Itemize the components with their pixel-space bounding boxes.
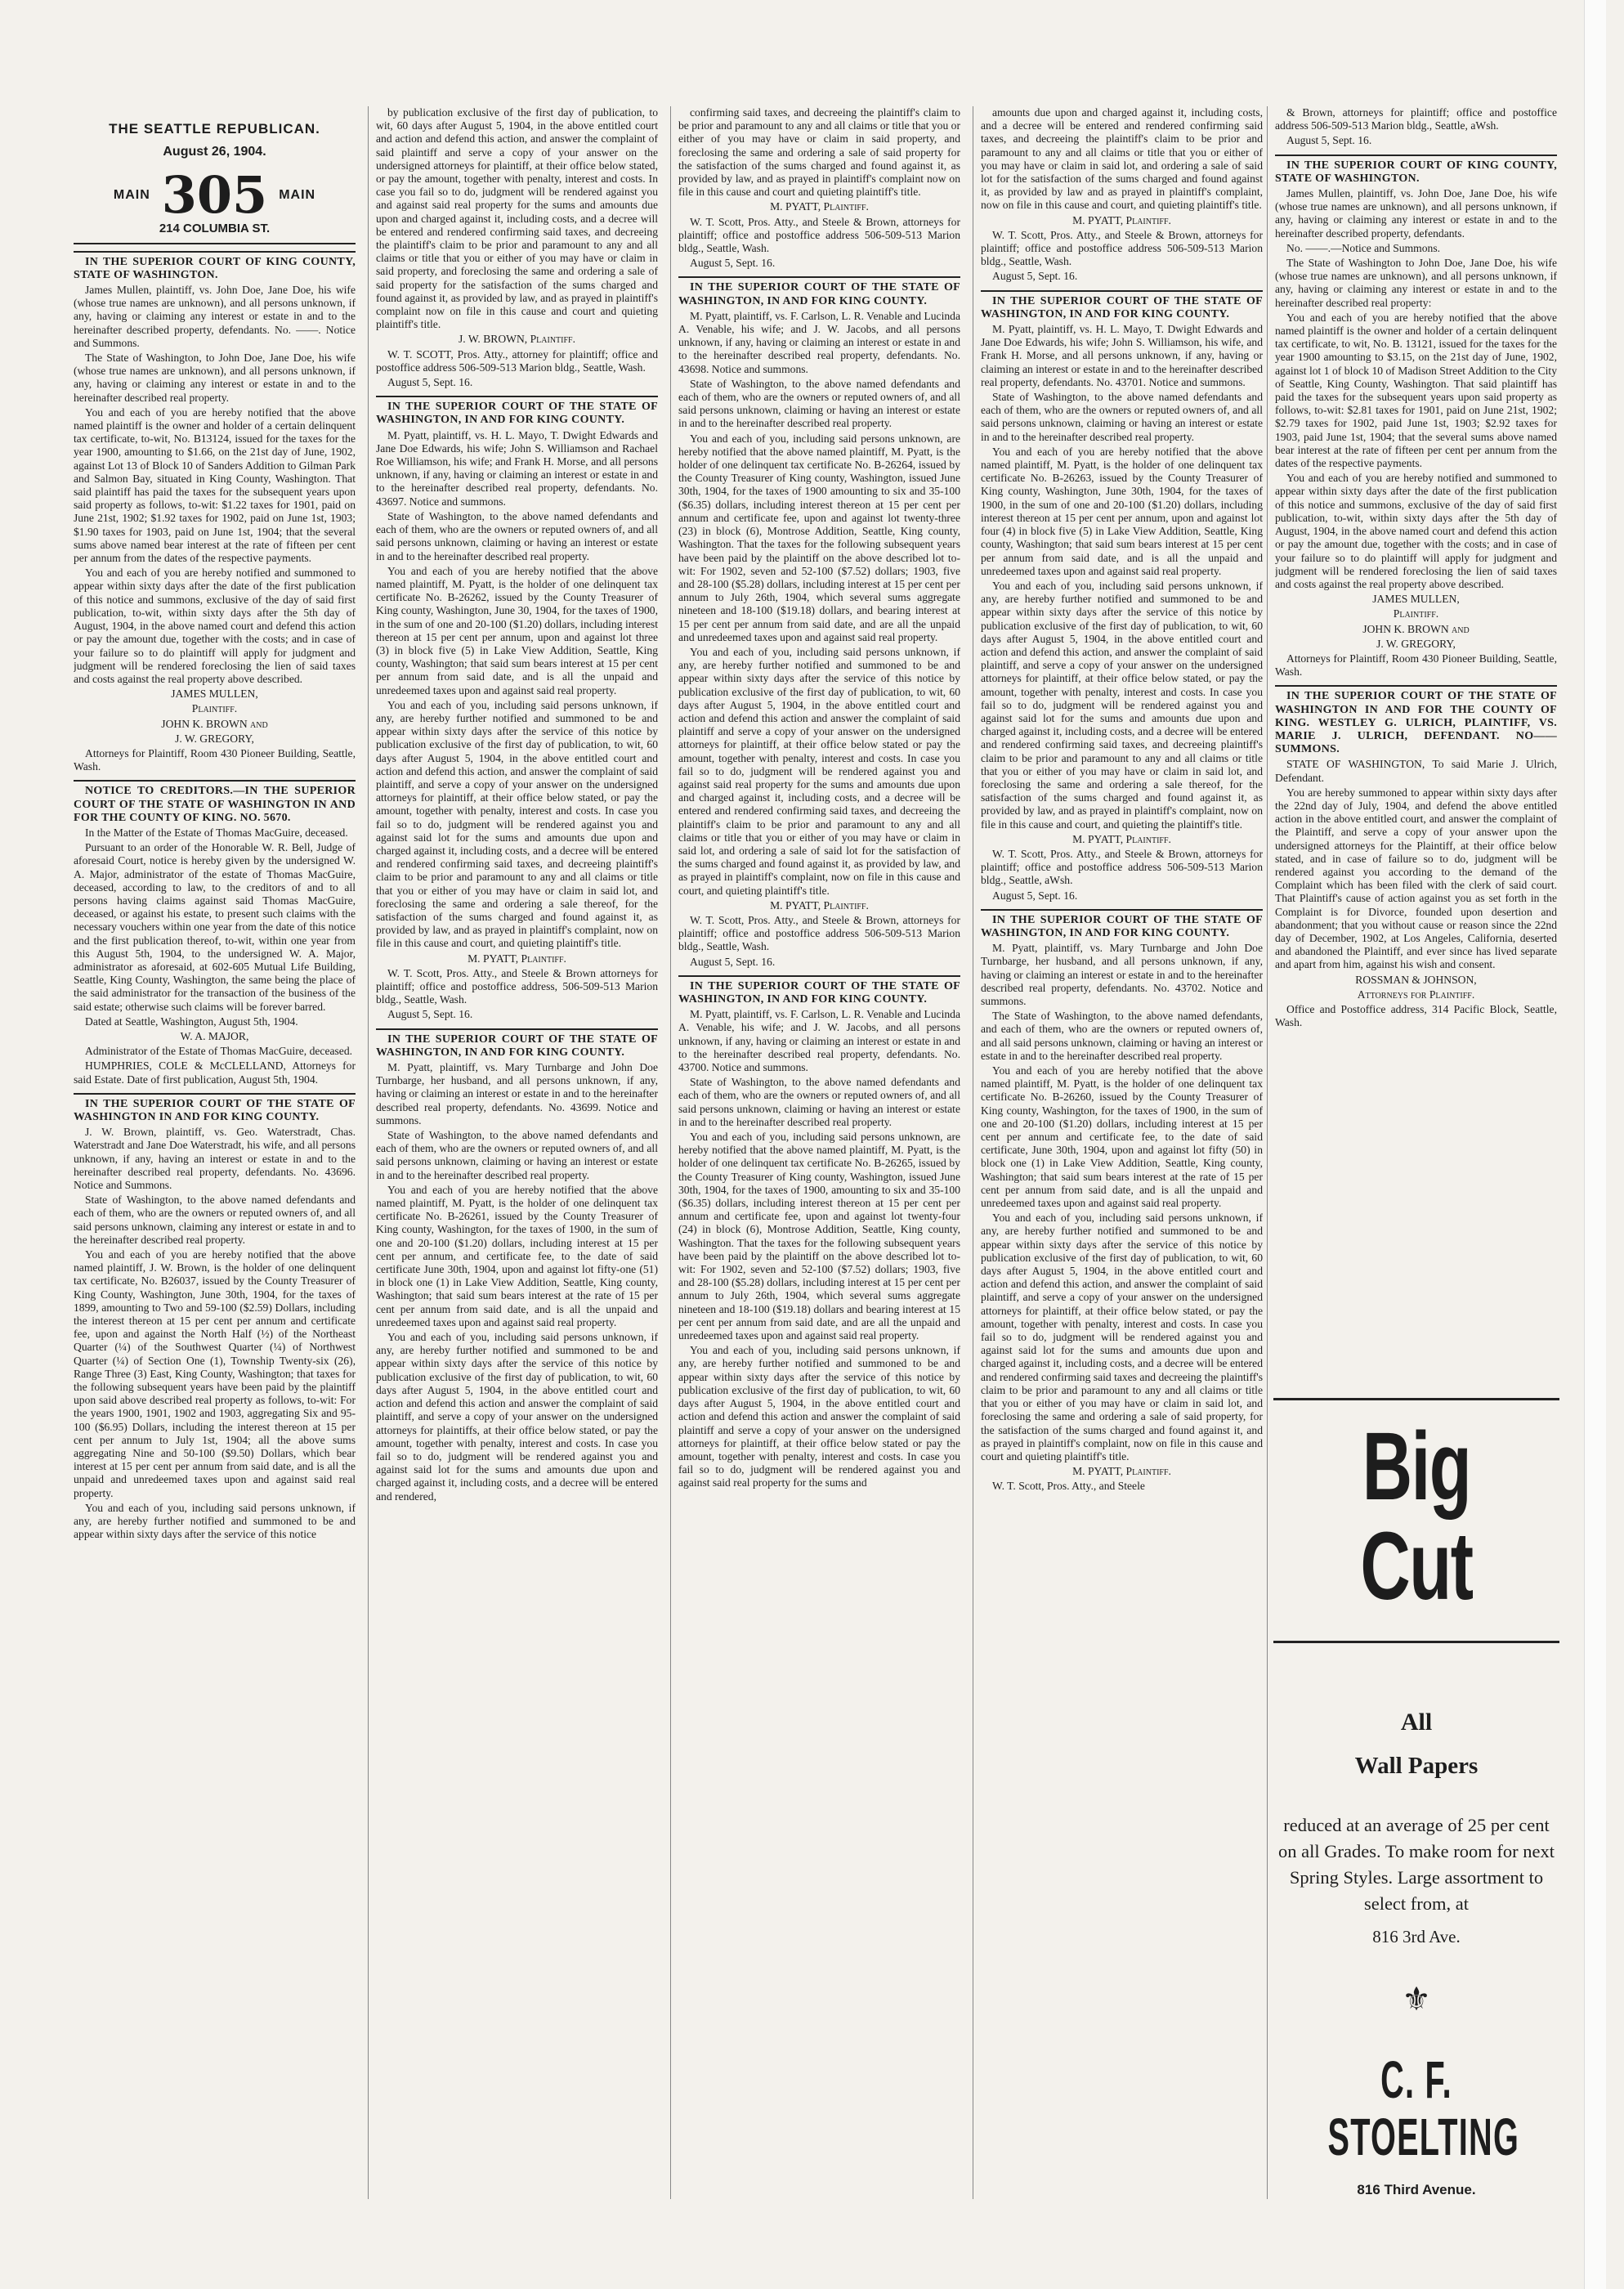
notice-paragraph: James Mullen, plaintiff, vs. John Doe, Jane Doe, his wife (whose true names are unknown), and all persons unknown, if any, having or claiming any interest or estate in and to the hereinafter described property, defendants. No. ——. Notice and Summons. [74,284,356,349]
paper-title: THE SEATTLE REPUBLICAN. [109,121,320,137]
notice-paragraph: W. T. Scott, Pros. Atty., and Steele & Brown, attorneys for plaintiff; office and postoffice address 506-509-513 Marion bldg., Seattle, aWsh. [981,847,1263,887]
divider [376,1028,658,1030]
notice-paragraph: You and each of you, including said persons unknown, if any, are hereby further notified and summoned to be and appear within sixty days after the service of this notice [74,1501,356,1541]
signature-line: J. W. GREGORY, [175,732,254,745]
notice-paragraph: W. T. Scott, Pros. Atty., and Steele & Brown, attorneys for plaintiff; office and postoffice address 506-509-513 Marion bldg., Seattle, Wash. [678,913,960,953]
notice-paragraph: J. W. Brown, plaintiff, vs. Geo. Waterstradt, Chas. Waterstradt and Jane Doe Waterstradt, his wife, and all persons unknown, if any, having an interest or estate in and to the hereinafter described real property, defendants. No. 43696. Notice and Summons. [74,1126,356,1192]
signature-line: M. PYATT, Plaintiff. [770,200,869,213]
notice-paragraph: STATE OF WASHINGTON, To said Marie J. Ulrich, Defendant. [1275,758,1557,784]
ad-headline: Big Cut [1360,1413,1473,1620]
notice-paragraph: Office and Postoffice address, 314 Pacific Block, Seattle, Wash. [1275,1003,1557,1029]
notice-heading: IN THE SUPERIOR COURT OF THE STATE OF WASHINGTON, IN AND FOR KING COUNTY. [981,913,1263,939]
notice-paragraph: August 5, Sept. 16. [387,1008,473,1021]
divider [376,396,658,397]
notice-paragraph: August 5, Sept. 16. [387,376,473,389]
ad-line-all: All [1400,1709,1433,1736]
ad-body-text: reduced at an average of 25 per cent on all Grades. To make room for next Spring Styles. Large assortment to select from, at [1278,1815,1555,1914]
notice-heading: IN THE SUPERIOR COURT OF THE STATE OF WASHINGTON, IN AND FOR KING COUNTY. [678,979,960,1006]
main-label-right: MAIN [279,188,316,203]
divider [74,243,356,244]
notice-paragraph: You and each of you, including said persons unknown, if any, are hereby further notified and summoned to be and appear within sixty days after the service of this notice by publication exclusive of the first day of publication, to wit, 60 days after August 5, 1904, in the above entitled court and action and defend this action and answer the complaint of said plaintiff and serve a copy of your answer on the undersigned attorneys for plaintiff, at their office below stated or pay the amount, together with penalty, interest and costs. In case you fail so to do, judgment will be rendered against you and against said real property for the sums and amounts due upon and charged against it, including costs, and a decree will be entered and rendered confirming said taxes, and decreeing the plaintiff's claim to be prior and paramount to any and all claims or title that you or either of you may have or claim in said lot, and ordering a sale of said lot for the satisfaction of the sums charged and found against it, as provided by law, and as prayed in plaintiff's complaint, now on file in this cause and court, and quieting plaintiff's title. [678,645,960,897]
notice-paragraph: W. T. Scott, Pros. Atty., and Steele [992,1480,1145,1493]
notice-paragraph: You are hereby summoned to appear within sixty days after the 22nd day of July, 1904, and defend the above entitled action in the above entitled court, and answer the complaint of the Plaintiff, and serve a copy of your answer upon the undersigned attorneys for the Plaintiff, at their office below stated, and in case of failure so to do, judgment will be rendered against you according to the demand of the Complaint which has been filed with the clerk of said court. That Plaintiff's cause of action against you as set forth in the Complaint is for Divorce, founded upon desertion and abandonment; that you without cause or reason since the 22nd day of December, 1902, at Los Angeles, California, deserted and abandoned the Plaintiff, and ever since has lived separate and apart from him, against his wish and consent. [1275,786,1557,971]
notice-paragraph: State of Washington, to the above named defendants and each of them, who are the owners or reputed owners of, and all said persons unknown, claiming or having an interest or estate in and to the hereinafter described real property. [376,509,658,562]
divider [981,909,1263,911]
notice-heading: NOTICE TO CREDITORS.—IN THE SUPERIOR COURT OF THE STATE OF WASHINGTON IN AND FOR THE COUNTY OF KING. NO. 5670. [74,785,356,824]
notice-paragraph: You and each of you are hereby notified that the above named plaintiff, M. Pyatt, is the holder of one delinquent tax certificate No. B-26262, issued by the County Treasurer of King county, Washington, June 30, 1904, for the taxes of 1900, in the sum of one and 20-100 ($1.20) dollars, including interest thereon at 15 per cent per annum, upon and against lot three (3) in block five (5) in Lake View Addition, Seattle, King county, Washington; that said sum bears interest at 15 per cent per annum from said date, and is all the unpaid and unredeemed taxes upon and against said real property. [376,564,658,697]
divider [74,1093,356,1095]
divider [1275,685,1557,687]
ad-line-wall-papers: Wall Papers [1354,1753,1479,1779]
signature-line: M. PYATT, Plaintiff. [1072,1465,1171,1478]
notice-heading: IN THE SUPERIOR COURT OF THE STATE OF WASHINGTON IN AND FOR THE COUNTY OF KING. WESTLEY G. ULRICH, PLAINTIFF, VS. MARIE J. ULRICH, DEFENDANT. NO—— SUMMONS. [1275,690,1557,756]
notice-paragraph: W. T. Scott, Pros. Atty., and Steele & Brown, attorneys for plaintiff; office and postoffice address 506-509-513 Marion bldg., Seattle, Wash. [678,215,960,255]
notice-paragraph: amounts due upon and charged against it, including costs, and a decree will be entered and rendered confirming said taxes, and decreeing the plaintiff's claim to be prior and paramount to any and all claims or title that you or either of you may have or claim in said lot, and ordering a sale of said lot for the satisfaction of the sums charged and found against it, as provided by law and as prayed in plaintiff's complaint, now on file in this cause and court, and quieting plaintiff's title. [981,106,1263,212]
column-3 [678,106,960,2232]
signature-line: Plaintiff. [1393,607,1439,620]
wallpaper-advertisement [1273,1398,1559,2224]
notice-paragraph: No. ——.—Notice and Summons. [1286,241,1441,254]
notice-paragraph: You and each of you, including said persons unknown, if any, are hereby further notified and summoned to be and appear within sixty days after the service of this notice by publication exclusive of the first day of publication, to wit, 60 days after August 5, 1904, in the above entitled court and action and defend this action and answer the complaint of said plaintiff, and serve a copy of your answer on the undersigned attorneys for plaintiffs, at their office below stated, or pay the amount, together with penalty, interest and costs. In case you fail so to do, judgment will be rendered against you and against said lot for the sums and amounts due upon and charged against it, including costs, and a decree will be entered and rendered, [376,1331,658,1503]
notice-paragraph: You and each of you, including said persons unknown, are hereby notified that the above named plaintiff, M. Pyatt, is the holder of one delinquent tax certificate No. B-26264, issued by the County Treasurer of King county, Washington, issued June 30th, 1904, for the taxes of 1900 amounting to six and 35-100 ($6.35) dollars, including interest thereon at 15 per cent per annum and certificate fee, upon and against lot twenty-three (23) in block (6), Montrose Addition, Seattle, King county, Washington. That the taxes for the following subsequent years have been paid by the plaintiff on the above described lot to-wit: For 1902, seven and 52-100 ($7.52) dollars; 1903, five and 28-100 ($5.28) dollars, including interest at 15 per cent per annum to July 26th, 1904, which several sums aggregate nineteen and 18-100 ($19.18) dollars, and bearing interest at 15 per cent per annum from said date, and are all the unpaid and unredeemed taxes upon and against said real property. [678,432,960,643]
notice-paragraph: You and each of you are hereby notified that the above named plaintiff, J. W. Brown, is the holder of one delinquent tax certificate, No. B26037, issued by the County Treasurer of King County, Washington, June 30th, 1904, for the taxes of 1899, amounting to Two and 59-100 ($2.59) Dollars, including the interest thereon at 15 per cent per annum and certificate fee, upon and against the North Half (½) of the Northeast Quarter (¼) of the Southwest Quarter (¼) of Northwest Quarter (¼) of Section One (1), Township Twenty-six (26), Range Three (3) East, King County, Washington; that taxes for the following subsequent years have been paid by the plaintiff upon said above described real property as follows, to-wit: For the years 1900, 1901, 1902 and 1903, aggregating Six and 95-100 ($6.95) Dollars, including the interest thereon at 15 per cent per annum to July 1st, 1904; all the above sums aggregating Nine and 50-100 ($9.50) Dollars, which bear interest at 15 per cent per annum from said date, and is all the unpaid and unredeemed taxes upon and against said real property. [74,1248,356,1499]
notice-paragraph: August 5, Sept. 16. [992,270,1078,283]
notice-paragraph: Dated at Seattle, Washington, August 5th, 1904. [85,1015,298,1028]
column-rule [1267,106,1268,2199]
signature-line: M. PYATT, Plaintiff. [770,898,869,912]
notice-heading: IN THE SUPERIOR COURT OF THE STATE OF WASHINGTON IN AND FOR KING COUNTY. [74,1097,356,1123]
notice-paragraph: The State of Washington, to John Doe, Jane Doe, his wife (whose true names are unknown), and all persons unknown, if any, having or claiming any interest or estate in and to the hereinafter described real property. [74,352,356,404]
notice-paragraph: W. T. Scott, Pros. Atty., and Steele & Brown attorneys for plaintiff; office and postoffice address, 506-509-513 Marion bldg., Seattle, Wash. [376,966,658,1006]
notice-paragraph: August 5, Sept. 16. [1286,134,1372,147]
notice-paragraph: You and each of you are hereby notified that the above named plaintiff, M. Pyatt, is the holder of one delinquent tax certificate No. B-26263, issued by the County Treasurer of King county, Washington, June 30th, 1904, for the taxes of 1900, in the sum of one and 20-100 ($1.20) dollars, including interest thereon at 15 per cent per annum, upon and against lot four (4) in block five (5) in Lake View Addition, Seattle, King county, Washington; that said sum bears interest at 15 per cent per annum from said date, and is all the unpaid and unredeemed taxes upon and against said real property. [981,445,1263,577]
notice-paragraph: Pursuant to an order of the Honorable W. R. Bell, Judge of aforesaid Court, notice is hereby given by the undersigned W. A. Major, administrator of the estate of Thomas MacGuire, deceased, according to law, to the creditors of and to all persons having claims against said Thomas MacGuire, deceased, or against his estate, to present such claims with the necessary vouchers within one year from the date of this notice and the first publication thereof, to-wit, within one year from this August 5th, 1904, to the undersigned W. A. Major, administrator as aforesaid, at 602-605 Mutual Life Building, Seattle, King County, Washington, the same being the place of the said administrator for the transaction of the business of the said estate; otherwise such claims will be forever barred. [74,841,356,1013]
divider [678,975,960,977]
notice-paragraph: State of Washington, to the above named defendants and each of them, who are the owners or reputed owners of, and all said persons unknown, claiming or having an interest or estate in and to the hereinafter described real property. [376,1129,658,1181]
notice-paragraph: You and each of you, including said persons unknown, if any, are hereby further notified and summoned to be and appear within sixty days after the service of this notice by publication exclusive of the first day of publication, to wit, 60 days after August 5, 1904, in the above entitled court and action and defend this action, and answer the complaint of said plaintiff, and serve a copy of your answer on the undersigned attorneys for plaintiff, at their office below stated, or pay the amount, together with penalty, interest and costs. In case you fail so to do, judgment will be rendered against you and against said lot for the sums and amounts due upon and charged against it, including costs, and a decree will be entered and rendered confirming said taxes, and decreeing plaintiff's claim to be prior and paramount to any and all claims or title that you or either of you may have or claim in said lot, and foreclosing the same and ordering a sale thereof, for the satisfaction of the sums charged and found against it, as provided by law, and as prayed in plaintiff's complaint, now on file in this cause and court, and quieting plaintiff's title. [376,698,658,950]
signature-line: Attorneys for Plaintiff. [1357,988,1475,1001]
notice-paragraph: You and each of you are hereby notified and summoned to appear within sixty days after the date of the first publication of this notice and summons, exclusive of the day of said first publication, to-wit, within sixty days after the 5th day of August, 1904, in the above named court and defend this action or pay the amount due, together with the costs; and in case of your failure so to do plaintiff will apply for judgment and judgment will be rendered foreclosing the lien of said taxes and costs against the real property above described. [74,567,356,685]
notice-paragraph: State of Washington, to the above named defendants and each of them, who are the owners or reputed owners of, and all said persons unknown, claiming or having an interest or estate in and to the hereinafter described real property. [678,377,960,430]
notice-paragraph: & Brown, attorneys for plaintiff; office and postoffice address 506-509-513 Marion bldg., Seattle, aWsh. [1275,106,1557,132]
column-1 [74,106,356,2232]
notice-paragraph: James Mullen, plaintiff, vs. John Doe, Jane Doe, his wife (whose true names are unknown), and all persons unknown, if any, having or claiming any interest or estate in and to the hereinafter described property, defendants. [1275,187,1557,240]
street-number: 305 [161,165,268,226]
notice-paragraph: W. T. SCOTT, Pros. Atty., attorney for plaintiff; office and postoffice address 506-509-513 Marion bldg., Seattle, Wash. [376,347,658,374]
notice-paragraph: You and each of you, including said persons unknown, are hereby notified that the above named plaintiff, M. Pyatt, is the holder of one delinquent tax certificate No. B-26265, issued by the County Treasurer of King county, Washington, issued June 30th, 1904, for the taxes of 1900, amounting to six and 35-100 ($6.35) dollars, including interest thereon at 15 per cent per annum and certificate fee, upon and against lot twenty-four (24) in block (6), Montrose Addition, Seattle, King county, Washington. That the taxes for the following subsequent years have been paid by the plaintiff on the above described lot to-wit: For 1902, seven and 52-100 ($7.52) dollars; 1903, five and 28-100 ($5.28) dollars, including interest at 15 per cent per annum to July 26th, 1904, which several sums aggregate nineteen and 18-100 ($19.18) dollars and bearing interest at 15 per cent per annum from said date, and are all the unpaid and unredeemed taxes upon and against said real property. [678,1131,960,1342]
fleur-de-lis-icon: ⚜ [1402,1981,1431,2018]
notice-paragraph: M. Pyatt, plaintiff, vs. Mary Turnbarge and John Doe Turnbarge, her husband, and all persons unknown, if any, having or claiming an interest or estate in and to the hereinafter described real property, defendants. No. 43702. Notice and summons. [981,942,1263,1007]
notice-paragraph: W. T. Scott, Pros. Atty., and Steele & Brown, attorneys for plaintiff; office and postoffice address 506-509-513 Marion bldg., Seattle, Wash. [981,228,1263,268]
divider [74,251,356,253]
issue-date: August 26, 1904. [163,145,266,159]
notice-heading: IN THE SUPERIOR COURT OF THE STATE OF WASHINGTON, IN AND FOR KING COUNTY. [376,401,658,427]
ad-rule [1273,1641,1559,1643]
column-5 [1275,106,1557,1382]
notice-paragraph: You and each of you are hereby notified that the above named plaintiff is the owner and holder of a certain delinquent tax certificate, to-wit, No. B13124, issued for the taxes for the year 1900, amounting to $1.66, on the 21st day of June, 1902, against Lot 13 of Block 10 of Sanders Addition to Gilman Park and Salmon Bay, situated in King County, Washington. That said plaintiff has paid the taxes for the subsequent years upon said property as follows, to-wit: $1.22 taxes for 1901, paid on June 21st, 1902; $1.92 taxes for 1902, paid on June 1st, 1903; $1.90 taxes for 1903, paid on June 1st, 1904; that the several sums above named bear interest at the rate of fifteen per cent per annum from the dates of the respective payments. [74,405,356,565]
signature-line: M. PYATT, Plaintiff. [468,952,566,965]
main-label-left: MAIN [113,188,150,203]
signature-line: J. W. GREGORY, [1376,637,1456,650]
notice-heading: IN THE SUPERIOR COURT OF THE STATE OF WASHINGTON, IN AND FOR KING COUNTY. [376,1033,658,1059]
notice-paragraph: The State of Washington, to the above named defendants, and each of them, who are the owners or reputed owners of, and all said persons unknown, claiming or having an interest or estate in and to the hereinafter described real property. [981,1010,1263,1062]
column-rule [368,106,369,2199]
column-rule [670,106,671,2199]
address-block [74,165,356,226]
signature-line: M. PYATT, Plaintiff. [1072,832,1171,845]
notice-paragraph: State of Washington, to the above named defendants and each of them, who are the owners or reputed owners of, and all said persons unknown, claiming or having an interest or estate in and to the hereinafter described real property. [678,1076,960,1128]
notice-paragraph: You and each of you, including said persons unknown, if any, are hereby further notified and summoned to be and appear within sixty days after the service of this notice by publication exclusive of the first day of publication, to wit, 60 days after August 5, 1904, in the above entitled court and action and defend this action, and answer the complaint of said plaintiff, and serve a copy of your answer on the undersigned attorneys for plaintiff, at their office below stated, or pay the amount, together with penalty, interest and costs. In case you fail so to do, judgment will be rendered against you and against said lot for the sums and amounts due upon and charged against it, including costs, and a decree will be entered and rendered confirming said taxes and decreeing the plaintiff's claim to be prior and paramount to any and all claims or title that you or either of you may have or claim in said lot, and foreclosing the same and ordering a sale of said property, for the satisfaction of the sums charged and found against it, and as prayed in plaintiff's complaint, now on file in this cause and court and quieting plaintiff's title. [981,1212,1263,1463]
column-4 [981,106,1263,2232]
notice-paragraph: August 5, Sept. 16. [992,889,1078,902]
notice-paragraph: In the Matter of the Estate of Thomas MacGuire, deceased. [85,826,348,839]
notice-paragraph: confirming said taxes, and decreeing the plaintiff's claim to be prior and paramount to any and all claims or title that you or either of you may have or claim in said property, and foreclosing the same and ordering a sale of said property for the satisfaction of the sums charged and found against it, as provided by law, and as prayed in plaintiff's complaint now on file in this cause and court and quieting plaintiff's title. [678,106,960,199]
signature-line: JAMES MULLEN, [171,688,258,701]
divider [981,290,1263,292]
notice-paragraph: The State of Washington to John Doe, Jane Doe, his wife (whose true names are unknown), and all persons unknown, if any, having or claiming any interest or estate in and to the hereinafter described real property: [1275,257,1557,309]
notice-heading: IN THE SUPERIOR COURT OF THE STATE OF WASHINGTON, IN AND FOR KING COUNTY. [678,281,960,307]
notice-paragraph: You and each of you are hereby notified that the above named plaintiff, M. Pyatt, is the holder of one delinquent tax certificate No. B-26260, issued by the County Treasurer of King county, Washington, for the taxes of 1900, in the sum of one and 20-100 ($1.20) dollars, including interest at 15 per cent per annum and certificate fee, to the date of said certificate, June 30th, 1904, upon and against lot fifty (50) in block one (1) in Lake View Addition, Seattle, King county, Washington; that said sum bears interest at the rate of 15 per cent per annum from said date, and is all the unpaid and unredeemed taxes upon and against said real property. [981,1064,1263,1210]
notice-paragraph: M. Pyatt, plaintiff, vs. F. Carlson, L. R. Venable and Lucinda A. Venable, his wife; and J. W. Jacobs, and all persons unknown, if any, having or claiming an interest or estate in and to the hereinafter described real property, defendants. No. 43698. Notice and summons. [678,309,960,375]
notice-paragraph: M. Pyatt, plaintiff, vs. H. L. Mayo, T. Dwight Edwards and Jane Doe Edwards, his wife; John S. Williamson and Rachael Roe Williamson, his wife; and Frank H. Morse, and all persons unknown, if any, having or claiming an interest or estate in and to the hereinafter described real property, defendants. No. 43697. Notice and summons. [376,428,658,508]
column-2 [376,106,658,2232]
notice-heading: IN THE SUPERIOR COURT OF KING COUNTY, STATE OF WASHINGTON. [74,255,356,281]
street-address: 214 COLUMBIA ST. [159,222,271,236]
signature-line: JOHN K. BROWN and [1362,622,1470,635]
notice-paragraph: August 5, Sept. 16. [690,955,776,968]
notice-paragraph: by publication exclusive of the first day of publication, to wit, 60 days after August 5, 1904, in the above entitled court and action and defend this action, and answer the complaint of said plaintiff and serve a copy of your answer on the undersigned attorneys for plaintiff, at their office below stated, or pay the amount, together with penalty, interest and costs. In case you fail so to do, judgment will be rendered against you and against said real property for the sums and amounts due upon and charged against it, including costs, and a decree will be entered and rendered confirming said taxes, and decreeing the plaintiff's claim to be prior and paramount to any and all claims or title that you or either of you may have or claim in said property, and foreclosing the same and ordering a sale of said property for the satisfaction of the sums charged and found against it, as provided by law, and as prayed in plaintiff's complaint now on file in this cause and court and quieting plaintiff's title. [376,106,658,331]
newspaper-page [74,82,1561,2240]
notice-paragraph: M. Pyatt, plaintiff, vs. F. Carlson, L. R. Venable and Lucinda A. Venable, his wife; and J. W. Jacobs, and all persons unknown, if any, having or claiming an interest or estate in and to the hereinafter described real property, defendants. No. 43700. Notice and summons. [678,1008,960,1074]
ad-firm-address: 816 Third Avenue. [1357,2182,1476,2197]
signature-line: Plaintiff. [191,702,238,715]
notice-paragraph: You and each of you, including said persons unknown, if any, are hereby further notified and summoned to be and appear within sixty days after the service of this notice by publication exclusive of the first day of publication, to wit, 60 days after August 5, 1904, in the above entitled court and action and defend this action and answer the complaint of said plaintiff and serve a copy of your answer on the undersigned attorneys for plaintiff, at their office below stated or pay the amount, together with penalty, interest and costs. In case you fail so to do, judgment will be rendered against you and against said real property for the sums and [678,1344,960,1489]
ad-firm-name: C. F. STOELTING [1327,2050,1520,2166]
notice-heading: IN THE SUPERIOR COURT OF THE STATE OF WASHINGTON, IN AND FOR KING COUNTY. [981,294,1263,320]
signature-line: W. A. MAJOR, [180,1029,249,1042]
signature-line: JOHN K. BROWN and [161,717,268,730]
divider [678,276,960,278]
notice-paragraph: You and each of you, including said persons unknown, if any, are hereby further notified and summoned to be and appear within sixty days after the service of this notice by publication exclusive of the first day of publication, to wit, 60 days after August 5, 1904, in the above entitled court and action and defend this action, and answer the complaint of said plaintiff, and serve a copy of your answer on the undersigned attorneys for plaintiff, at their office below stated, or pay the amount, together with penalty, interest and costs. In case you fail so to do, judgment will be rendered against you and against said lot for the sums and amounts due upon and charged against it, including costs, and a decree will be entered and rendered confirming said taxes, and decreeing plaintiff's claim to be prior and paramount to any and all claims or title that you or either of you may have or claim in said lot, and foreclosing the same and ordering a sale thereof, for the satisfaction of the sums charged and found against it, as provided by law, and as prayed in plaintiff's complaint, now on file in this cause and court, and quieting the plaintiff's title. [981,579,1263,831]
notice-paragraph: Administrator of the Estate of Thomas MacGuire, deceased. [85,1045,353,1058]
notice-paragraph: Attorneys for Plaintiff, Room 430 Pioneer Building, Seattle, Wash. [74,746,356,773]
notice-heading: IN THE SUPERIOR COURT OF KING COUNTY, STATE OF WASHINGTON. [1275,159,1557,185]
signature-line: ROSSMAN & JOHNSON, [1355,973,1477,986]
notice-paragraph: HUMPHRIES, COLE & McCLELLAND, Attorneys for said Estate. Date of first publication, August 5th, 1904. [74,1059,356,1086]
notice-paragraph: State of Washington, to the above named defendants and each of them, who are the owners or reputed owners of, and all said persons unknown, claiming or having an interest or estate in and to the hereinafter described real property. [981,391,1263,443]
signature-line: JAMES MULLEN, [1372,593,1460,606]
notice-paragraph: You and each of you are hereby notified that the above named plaintiff is the owner and holder of a certain delinquent tax certificate, to wit, No. B. 13121, issued for the taxes for the year 1900 amounting to $3.15, on the 21st day of June, 1902, against lot 1 of block 10 of Madison Street Addition to the City of Seattle, King County, Washington. That said plaintiff has paid the taxes for the subsequent years upon said property as follows, to-wit: $2.81 taxes for 1901, paid on June 21st, 1902; $2.79 taxes for 1902, paid June 1st, 1903; $2.92 taxes for 1903, paid June 1st, 1904; that the several sums above named bear interest at the rate of fifteen per cent per annum from the dates of the respective payments. [1275,311,1557,470]
signature-line: J. W. BROWN, Plaintiff. [458,333,576,346]
page-edge [1584,0,1606,2289]
masthead [74,123,356,236]
notice-paragraph: M. Pyatt, plaintiff, vs. Mary Turnbarge and John Doe Turnbarge, her husband, and all persons unknown, if any, having or claiming an interest or estate in and to the hereinafter described real property, defendants. No. 43699. Notice and summons. [376,1061,658,1127]
notice-paragraph: State of Washington, to the above named defendants and each of them, who are the owners or reputed owners of, and all said persons unknown, claiming any interest or estate in and to the hereinafter described real property. [74,1194,356,1246]
divider [1275,155,1557,156]
ad-address: 816 3rd Ave. [1372,1927,1461,1946]
divider [74,780,356,782]
signature-line: M. PYATT, Plaintiff. [1072,213,1171,226]
notice-paragraph: Attorneys for Plaintiff, Room 430 Pioneer Building, Seattle, Wash. [1275,652,1557,679]
ad-top-rule [1273,1398,1559,1400]
notice-paragraph: You and each of you are hereby notified that the above named plaintiff, M. Pyatt, is the holder of one delinquent tax certificate No. B-26261, issued by the County Treasurer of King county, Washington, for the taxes of 1900, in the sum of one and 20-100 ($1.20) dollars, including interest at 15 per cent per annum, and certificate fee, to the date of said certificate June 30th, 1904, upon and against lot fifty-one (51) in block one (1) in Lake View Addition, Seattle, King county, Washington; that said sum bears interest at the rate of 15 per cent per annum from said date, and is all the unpaid and unredeemed taxes upon and against said real property. [376,1183,658,1328]
notice-paragraph: August 5, Sept. 16. [690,257,776,270]
notice-paragraph: You and each of you are hereby notified and summoned to appear within sixty days after the date of the first publication of this notice and summons, exclusive of the day of said first publication, to-wit, within sixty days after the 5th day of August, 1904, in the above named court and defend this action or pay the amount due, together with the costs; and in case of your failure so to do plaintiff will apply for judgment and judgment will be rendered foreclosing the lien of said taxes and costs against the real property above described. [1275,472,1557,590]
notice-paragraph: M. Pyatt, plaintiff, vs. H. L. Mayo, T. Dwight Edwards and Jane Doe Edwards, his wife; John S. Williamson, his wife, and Frank H. Morse, and all persons unknown, if any, having or claiming an interest or estate in and to the hereinafter described real property, defendants. No. 43701. Notice and summons. [981,323,1263,388]
